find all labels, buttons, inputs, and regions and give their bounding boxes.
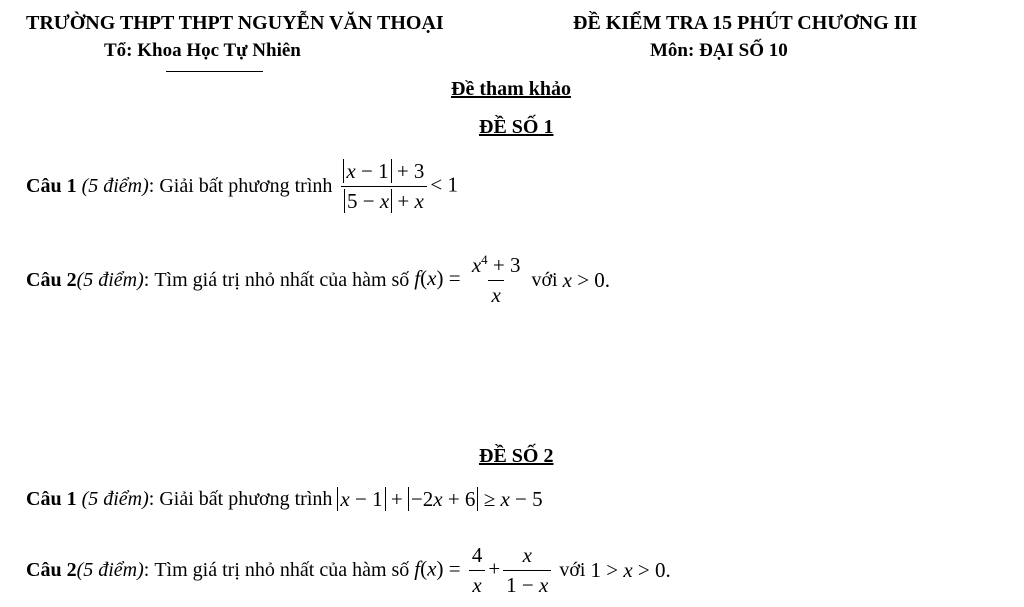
question-points: (5 điểm) bbox=[81, 487, 149, 510]
exam-1-question-1: Câu 1 (5 điểm) : Giải bất phương trình $\frac{x - 1 + 3}{5 - x + x}$ < 1 bbox=[26, 158, 459, 213]
question-text: Tìm giá trị nhỏ nhất của hàm số bbox=[154, 268, 410, 291]
department-name: Tổ: Khoa Học Tự Nhiên bbox=[104, 40, 301, 61]
question-text: Giải bất phương trình bbox=[159, 174, 333, 197]
inequality-formula: x − 1 + −2x + 6 ≥ x − 5 bbox=[337, 487, 542, 512]
question-points: (5 điểm) bbox=[76, 268, 144, 291]
exam-1-title: ĐỀ SỐ 1 bbox=[479, 116, 554, 138]
exam-2-question-1: Câu 1 (5 điểm) : Giải bất phương trình x − 1 + −2x + 6 ≥ x − 5 bbox=[26, 486, 543, 511]
subject-name: Môn: ĐẠI SỐ 10 bbox=[650, 40, 788, 61]
condition-word: với bbox=[559, 558, 586, 581]
header-divider bbox=[166, 71, 263, 72]
exam-1-question-2: Câu 2 (5 điểm) : Tìm giá trị nhỏ nhất của hàm số f(x) = $\frac{x^4 + 3}{x}$ với x > 0. bbox=[26, 252, 611, 307]
question-label: Câu 1 bbox=[26, 174, 77, 197]
question-points: (5 điểm) bbox=[76, 558, 144, 581]
reference-label: Đề tham khảo bbox=[451, 78, 572, 100]
question-text: Giải bất phương trình bbox=[159, 487, 333, 510]
condition-formula: x > 0. bbox=[562, 267, 611, 292]
question-text: Tìm giá trị nhỏ nhất của hàm số bbox=[154, 558, 410, 581]
question-label: Câu 2 bbox=[26, 558, 77, 581]
condition-formula: 1 > x > 0. bbox=[590, 557, 671, 582]
condition-word: với bbox=[531, 268, 558, 291]
question-points: (5 điểm) bbox=[81, 174, 149, 197]
exam-2-title: ĐỀ SỐ 2 bbox=[479, 445, 554, 467]
exam-2-question-2: Câu 2 (5 điểm) : Tìm giá trị nhỏ nhất của hàm số f(x) = $\frac{4}{x}$ + $\frac{x}{1 - x}$ với 1 > x > 0. bbox=[26, 542, 671, 597]
function-formula: f(x) = $\frac{4}{x}$ + $\frac{x}{1 - x}$ bbox=[414, 543, 554, 598]
question-label: Câu 2 bbox=[26, 268, 77, 291]
school-name: TRƯỜNG THPT THPT NGUYỄN VĂN THOẠI bbox=[26, 12, 444, 34]
question-label: Câu 1 bbox=[26, 487, 77, 510]
exam-title: ĐỀ KIỂM TRA 15 PHÚT CHƯƠNG III bbox=[573, 12, 918, 34]
function-formula: f(x) = $\frac{x^4 + 3}{x}$ bbox=[414, 252, 521, 307]
inequality-formula: $\frac{x - 1 + 3}{5 - x + x}$ < 1 bbox=[337, 159, 458, 214]
